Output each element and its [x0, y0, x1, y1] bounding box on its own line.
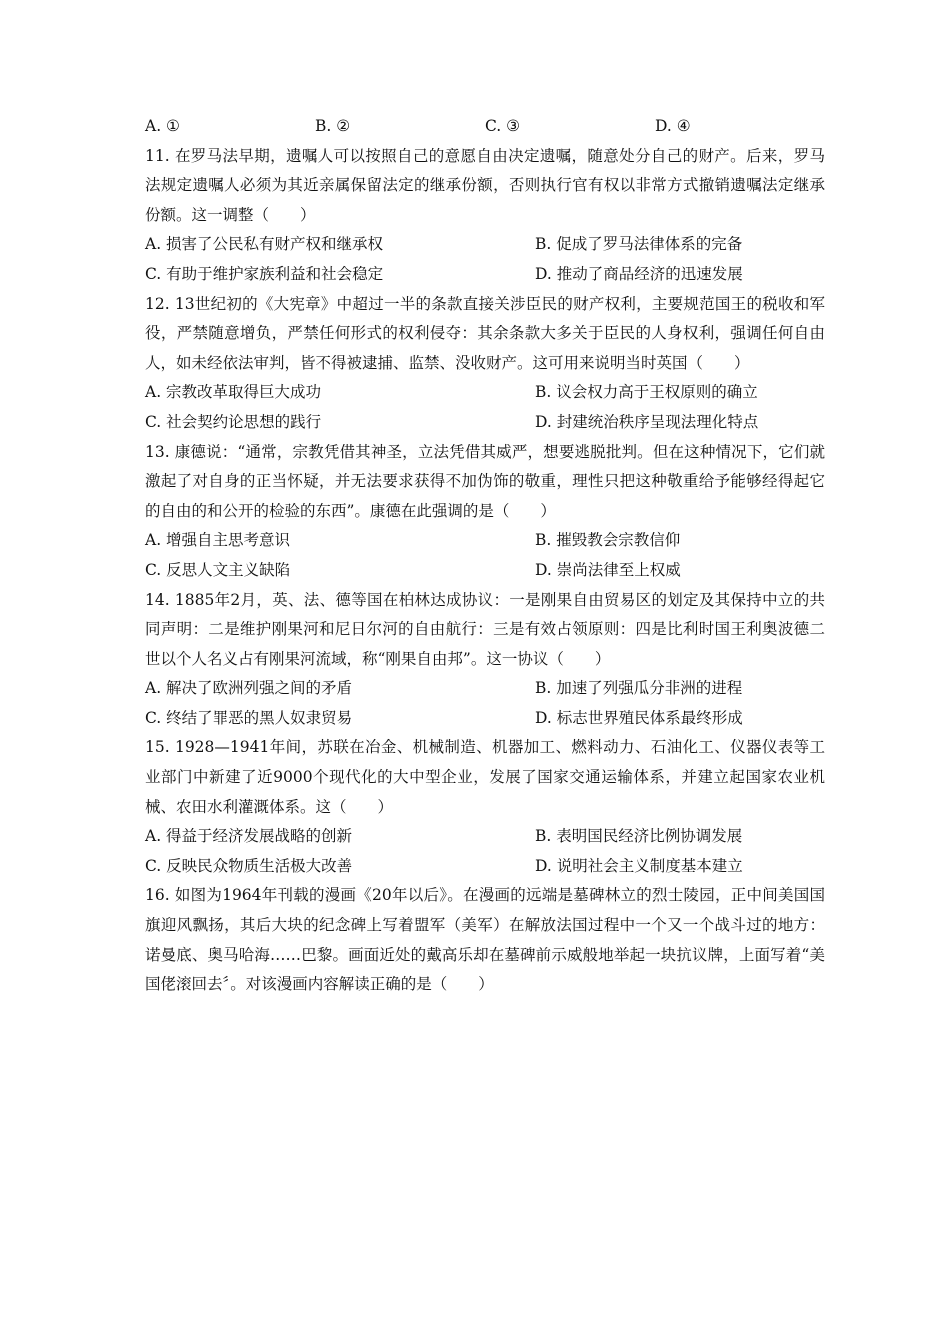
q10-option-c: C. ③: [485, 117, 521, 135]
question-11: [145, 142, 825, 290]
q11-option-d: D. 推动了商品经济的迅速发展: [535, 264, 743, 283]
q10-option-b: B. ②: [315, 117, 351, 135]
question-15-stem: 15. 1928—1941年间，苏联在冶金、机械制造、机器加工、燃料动力、石油化工、仪器仪表等工业部门中新建了近9000个现代化的大中型企业，发展了国家交通运输体系，并建立起国家农业机械、农田水利灌溉体系。这（ ）: [145, 738, 825, 816]
question-13: [145, 438, 825, 586]
q13-option-c: C. 反思人文主义缺陷: [145, 560, 291, 579]
q13-option-d: D. 崇尚法律至上权威: [535, 560, 681, 579]
question-11-stem: 11. 在罗马法早期，遗嘱人可以按照自己的意愿自由决定遗嘱，随意处分自己的财产。后来，罗马法规定遗嘱人必须为其近亲属保留法定的继承份额，否则执行官有权以非常方式撤销遗嘱法定继承份额。这一调整（ ）: [145, 146, 825, 224]
question-14-options: [145, 674, 825, 733]
q15-option-a: A. 得益于经济发展战略的创新: [145, 827, 353, 846]
q10-option-a: A. ①: [145, 117, 180, 135]
q14-option-b: B. 加速了列强瓜分非洲的进程: [535, 679, 743, 698]
question-12-stem: 12. 13世纪初的《大宪章》中超过一半的条款直接关涉臣民的财产权利，主要规范国王的税收和军役，严禁随意增负，严禁任何形式的权利侵夺：其余条款大多关于臣民的人身权利，强调任何自由人，如未经依法审判，皆不得被逮捕、监禁、没收财产。这可用来说明当时英国（ ）: [145, 294, 825, 372]
q11-option-b: B. 促成了罗马法律体系的完备: [535, 235, 743, 254]
question-13-options: [145, 526, 825, 585]
q14-option-d: D. 标志世界殖民体系最终形成: [535, 708, 743, 727]
question-14-stem: 14. 1885年2月，英、法、德等国在柏林达成协议：一是刚果自由贸易区的划定及其保持中立的共同声明：二是维护刚果河和尼日尔河的自由航行：三是有效占领原则：四是比利时国王利奥波德二世以个人名义占有刚果河流域，称“刚果自由邦”。这一协议（ ）: [145, 590, 825, 668]
question-13-stem: 13. 康德说：“通常，宗教凭借其神圣，立法凭借其威严，想要逃脱批判。但在这种情况下，它们就激起了对自身的正当怀疑，并无法要求获得不加伪饰的敬重，理性只把这种敬重给予能够经得起它的自由的和公开的检验的东西”。康德在此强调的是（ ）: [145, 442, 825, 520]
q12-option-c: C. 社会契约论思想的践行: [145, 412, 322, 431]
q15-option-b: B. 表明国民经济比例协调发展: [535, 827, 743, 846]
question-12: [145, 290, 825, 438]
q13-option-a: A. 增强自主思考意识: [145, 531, 291, 550]
question-15: [145, 733, 825, 881]
q11-option-c: C. 有助于维护家族利益和社会稳定: [145, 264, 384, 283]
q15-option-d: D. 说明社会主义制度基本建立: [535, 856, 743, 875]
q14-option-c: C. 终结了罪恶的黑人奴隶贸易: [145, 708, 353, 727]
question-15-options: [145, 822, 825, 881]
q10-options: [145, 112, 825, 142]
exam-page: [145, 112, 825, 1000]
question-14: [145, 586, 825, 734]
q11-option-a: A. 损害了公民私有财产权和继承权: [145, 235, 384, 254]
q12-option-d: D. 封建统治秩序呈现法理化特点: [535, 412, 759, 431]
q13-option-b: B. 摧毁教会宗教信仰: [535, 531, 681, 550]
question-11-options: [145, 230, 825, 289]
question-12-options: [145, 378, 825, 437]
q14-option-a: A. 解决了欧洲列强之间的矛盾: [145, 679, 353, 698]
q10-option-d: D. ④: [655, 117, 691, 135]
q12-option-b: B. 议会权力高于王权原则的确立: [535, 383, 758, 402]
q15-option-c: C. 反映民众物质生活极大改善: [145, 856, 353, 875]
q12-option-a: A. 宗教改革取得巨大成功: [145, 383, 322, 402]
question-16: [145, 881, 825, 999]
question-16-stem: 16. 如图为1964年刊载的漫画《20年以后》。在漫画的远端是墓碑林立的烈士陵园，正中间美国国旗迎风飘扬，其后大块的纪念碑上写着盟军（美军）在解放法国过程中一个又一个战斗过的地方：诺曼底、奥马哈海……巴黎。画面近处的戴高乐却在墓碑前示威般地举起一块抗议牌，上面写着“美国佬滚回去〞。对该漫画内容解读正确的是（ ）: [145, 886, 825, 994]
